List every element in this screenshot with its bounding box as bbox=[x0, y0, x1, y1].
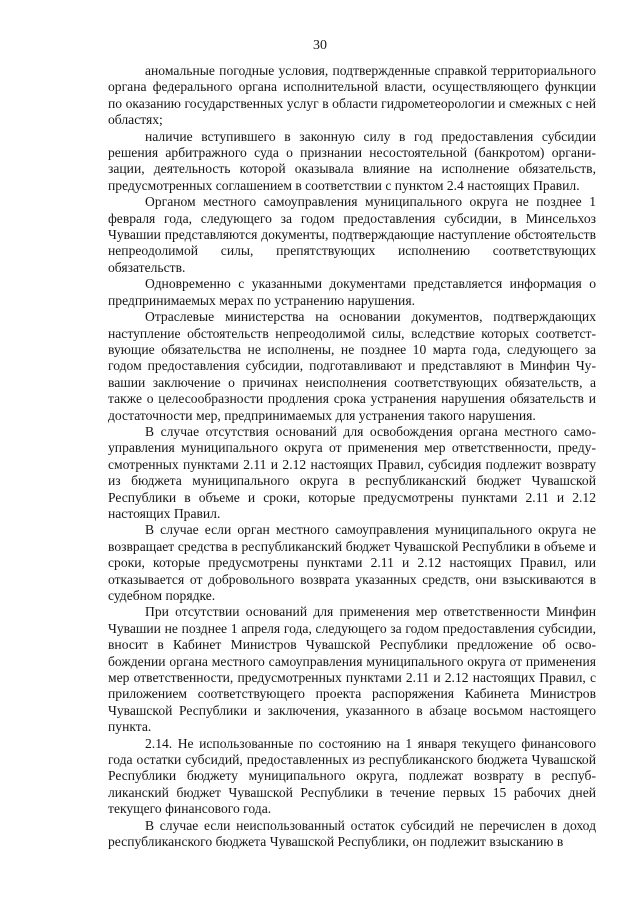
paragraph: В случае если орган местного самоуправления муниципального округа не возвращает средства в республиканский бюджет Чувашской Республики в объеме и сроки, которые предусмотрены пунктами 2.11 и 2.12 настоящих Правил, или отказывается от добровольного возврата указанных средств, они взыскиваются в судебном порядке. bbox=[108, 522, 596, 603]
paragraph: Отраслевые министерства на основании документов, подтверждающих наступление обстоятельств непреодолимой силы, вследствие которых соответствующие обязательства не исполнены, не позднее 10 марта года, следующего за годом предоставления субсидии, подготавливают и представляют в Минфин Чувашии заключение о причинах неисполнения соответствующих обязательств, а также о целесообразности продления срока устранения нарушения обязательств и достаточности мер, предпринимаемых для устранения такого нарушения. bbox=[108, 309, 596, 423]
document-body bbox=[108, 63, 596, 851]
paragraph: Одновременно с указанными документами представляется информация о предпринимаемых мерах по устранению нарушения. bbox=[108, 276, 596, 308]
paragraph: аномальные погодные условия, подтвержденные справкой территориального органа федерального органа исполнительной власти, осуществляющего функции по оказанию государственных услуг в области гидрометеорологии и смежных с ней областях; bbox=[108, 63, 596, 128]
paragraph: 2.14. Не использованные по состоянию на 1 января текущего финансового года остатки субсидий, предоставленных из республиканского бюджета Чувашской Республики бюджету муниципального округа, подлежат возврату в республиканский бюджет Чувашской Республики в течение первых 15 рабочих дней текущего финансового года. bbox=[108, 735, 596, 817]
paragraph: наличие вступившего в законную силу в год предоставления субсидии решения арбитражного суда о признании несостоятельной (банкротом) организации, деятельность которой оказывала влияние на исполнение обязательств, предусмотренных соглашением в соответствии с пунктом 2.4 настоящих Правил. bbox=[108, 128, 596, 193]
page-number: 30 bbox=[313, 38, 327, 53]
paragraph: При отсутствии оснований для применения мер ответственности Минфин Чувашии не позднее 1 апреля года, следующего за годом предоставления субсидии, вносит в Кабинет Министров Чувашской Республики предложение об освобождении органа местного самоуправления муниципального округа от применения мер ответственности, предусмотренных пунктами 2.11 и 2.12 настоящих Правил, с приложением соответствующего проекта распоряжения Кабинета Министров Чувашской Республики и заключения, указанного в абзаце восьмом настоящего пункта. bbox=[108, 604, 596, 735]
paragraph: В случае если неиспользованный остаток субсидий не перечислен в доход республиканского бюджета Чувашской Республики, он подлежит взысканию в bbox=[108, 817, 596, 850]
paragraph: Органом местного самоуправления муниципального округа не позднее 1 февраля года, следующего за годом предоставления субсидии, в Минсельхоз Чувашии представляются документы, подтверждающие наступление обстоятельств непреодолимой силы, препятствующих исполнению соответствующих обязательств. bbox=[108, 194, 596, 275]
paragraph: В случае отсутствия оснований для освобождения органа местного самоуправления муниципального округа от применения мер ответственности, предусмотренных пунктами 2.11 и 2.12 настоящих Правил, субсидия подлежит возврату из бюджета муниципального округа в республиканский бюджет Чувашской Республики в объеме и сроки, которые предусмотрены пунктами 2.11 и 2.12 настоящих Правил. bbox=[108, 423, 596, 521]
